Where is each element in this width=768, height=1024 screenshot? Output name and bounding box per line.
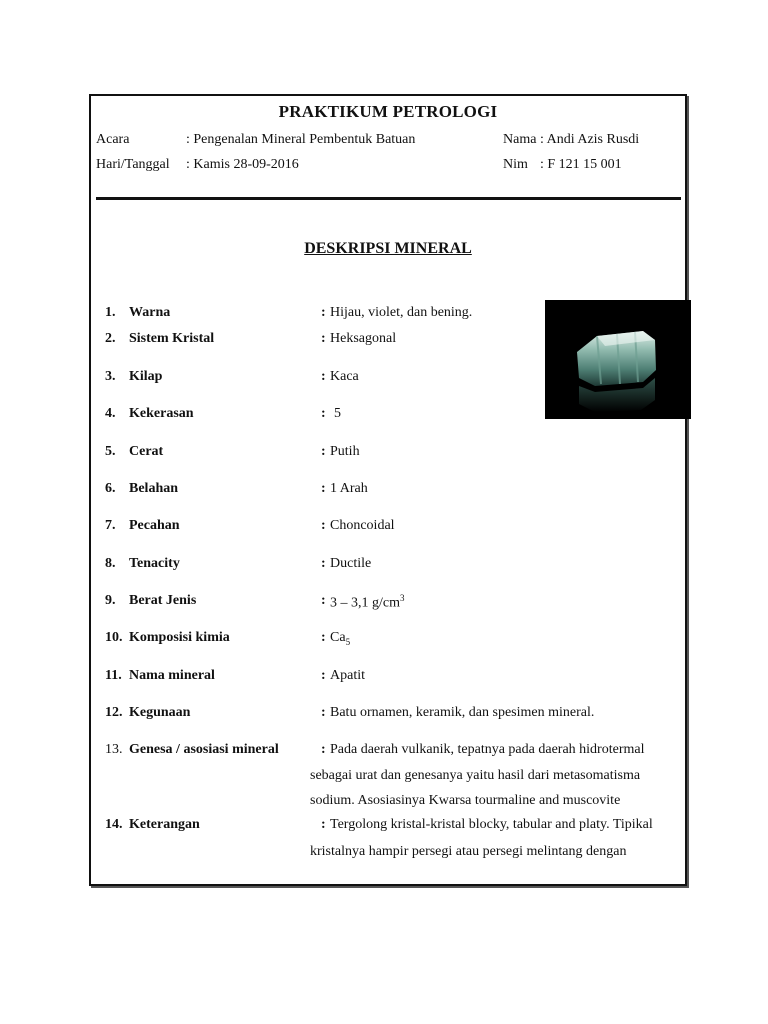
item-number: 1. — [105, 305, 116, 320]
item-label: Warna — [129, 305, 171, 320]
item-colon: : — [321, 593, 326, 608]
nama-label: Nama — [503, 132, 537, 147]
worksheet — [89, 94, 687, 886]
item-number: 4. — [105, 406, 116, 421]
genesa-continuation-1: sebagai urat dan genesanya yaitu hasil dari metasomatisma — [310, 768, 641, 783]
keterangan-continuation-1: kristalnya hampir persegi atau persegi melintang dengan — [310, 844, 627, 859]
section-title: DESKRIPSI MINERAL — [304, 240, 472, 257]
item-value: Heksagonal — [330, 331, 397, 346]
item-number: 12. — [105, 705, 123, 720]
item-label: Keterangan — [129, 817, 200, 832]
item-label: Kekerasan — [129, 406, 194, 421]
item-colon: : — [321, 369, 326, 384]
item-number: 13. — [105, 742, 123, 757]
item-colon: : — [321, 742, 326, 757]
genesa-continuation-2: sodium. Asosiasinya Kwarsa tourmaline and muscovite — [310, 793, 621, 808]
item-value: Ductile — [330, 556, 372, 571]
item-number: 3. — [105, 369, 116, 384]
item-value: Kaca — [330, 369, 359, 384]
item-value: Tergolong kristal-kristal blocky, tabular and platy. Tipikal — [330, 817, 653, 832]
item-number: 9. — [105, 593, 116, 608]
nim-label: Nim — [503, 157, 528, 172]
unit-superscript: 3 — [400, 593, 405, 603]
item-colon: : — [321, 630, 326, 645]
formula-subscript: 5 — [345, 636, 351, 647]
item-value: Choncoidal — [330, 518, 395, 533]
item-value: Hijau, violet, dan bening. — [330, 305, 473, 320]
item-number: 5. — [105, 444, 116, 459]
item-number: 6. — [105, 481, 116, 496]
item-number: 7. — [105, 518, 116, 533]
item-colon: : — [321, 444, 326, 459]
item-value: Batu ornamen, keramik, dan spesimen mineral. — [330, 705, 595, 720]
item-label: Sistem Kristal — [129, 331, 215, 346]
item-number: 8. — [105, 556, 116, 571]
item-label: Nama mineral — [129, 668, 215, 683]
nim-value: : F 121 15 001 — [540, 157, 622, 172]
item-value: Apatit — [330, 668, 365, 683]
tanggal-label: Hari/Tanggal — [96, 157, 170, 172]
item-colon: : — [321, 406, 326, 421]
item-colon: : — [321, 305, 326, 320]
item-value: Putih — [330, 444, 360, 459]
item-label: Genesa / asosiasi mineral — [129, 742, 279, 757]
item-label: Kilap — [129, 369, 163, 384]
page-title: PRAKTIKUM PETROLOGI — [278, 102, 498, 121]
item-label: Tenacity — [129, 556, 180, 571]
item-value: 1 Arah — [330, 481, 368, 496]
item-colon: : — [321, 668, 326, 683]
item-label: Kegunaan — [129, 705, 191, 720]
acara-label: Acara — [96, 132, 130, 147]
apatite-crystal-image — [545, 300, 691, 419]
nama-value: : Andi Azis Rusdi — [540, 132, 640, 147]
item-number: 11. — [105, 668, 122, 683]
item-label: Belahan — [129, 481, 179, 496]
item-value: $Ca_5$ — [330, 630, 351, 647]
item-colon: : — [321, 817, 326, 832]
item-label: Berat Jenis — [129, 593, 197, 608]
tanggal-value: : Kamis 28-09-2016 — [186, 157, 299, 172]
item-number: 10. — [105, 630, 123, 645]
item-colon: : — [321, 705, 326, 720]
item-colon: : — [321, 481, 326, 496]
mineral-photo — [545, 300, 691, 419]
item-label: Cerat — [129, 444, 164, 459]
acara-value: : Pengenalan Mineral Pembentuk Batuan — [186, 132, 416, 147]
item-colon: : — [321, 518, 326, 533]
item-number: 2. — [105, 331, 116, 346]
header-divider — [96, 197, 681, 200]
item-number: 14. — [105, 817, 123, 832]
item-colon: : — [321, 331, 326, 346]
item-value: 3 – 3,1 $g/cm^3$ — [330, 593, 405, 611]
item-value: 5 — [334, 406, 341, 421]
item-colon: : — [321, 556, 326, 571]
item-label: Komposisi kimia — [129, 630, 230, 645]
item-label: Pecahan — [129, 518, 180, 533]
item-value: Pada daerah vulkanik, tepatnya pada daerah hidrotermal — [330, 742, 645, 757]
